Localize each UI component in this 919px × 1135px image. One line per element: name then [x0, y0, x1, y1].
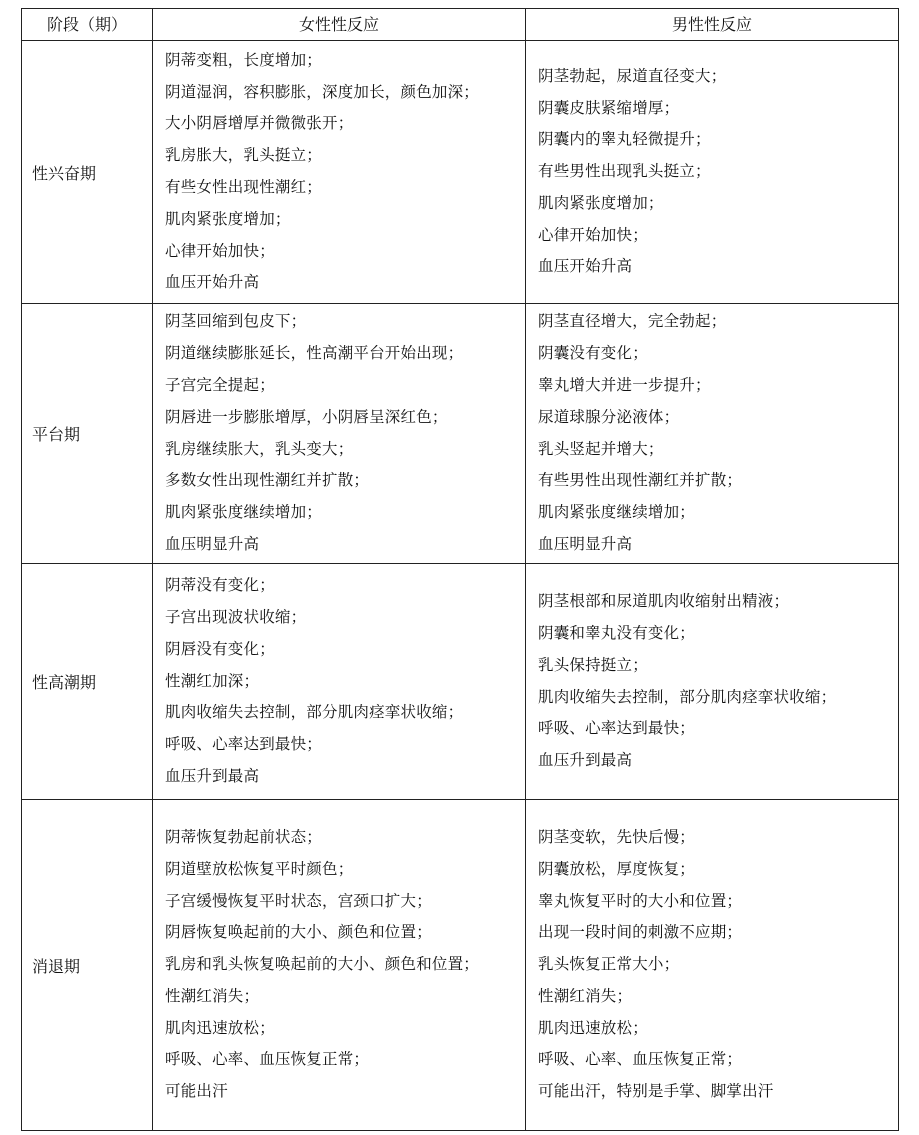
- female-response-cell: [153, 41, 526, 304]
- male-response-cell: [526, 304, 899, 564]
- table-row-excitement: [22, 41, 899, 304]
- female-response-cell: [153, 800, 526, 1131]
- list-item: 阴唇没有变化；: [165, 639, 275, 658]
- list-item: 性潮红消失；: [165, 986, 260, 1005]
- header-male: 男性性反应: [526, 9, 899, 41]
- list-item: 性潮红消失；: [538, 986, 633, 1005]
- male-response-cell: [526, 564, 899, 800]
- list-item: 阴茎根部和尿道肌肉收缩射出精液；: [538, 592, 790, 611]
- list-item: 肌肉收缩失去控制，部分肌肉痉挛状收缩；: [165, 703, 464, 722]
- list-item: 血压明显升高: [538, 534, 633, 553]
- list-item: 阴蒂变粗，长度增加；: [165, 50, 323, 69]
- list-item: 有些女性出现性潮红；: [165, 178, 323, 196]
- list-item: 乳房继续胀大，乳头变大；: [165, 439, 354, 458]
- list-item: 乳头保持挺立；: [538, 655, 648, 674]
- list-item: 呼吸、心率、血压恢复正常；: [165, 1050, 370, 1069]
- list-item: 心律开始加快；: [165, 241, 275, 260]
- list-item: 阴囊皮肤紧缩增厚；: [538, 98, 680, 117]
- list-item: 阴道湿润，容积膨胀，深度加长，颜色加深；: [165, 82, 480, 101]
- list-item: 阴囊内的睾丸轻微提升；: [538, 130, 711, 149]
- list-item: 有些男性出现性潮红并扩散；: [538, 471, 743, 490]
- list-item: 心律开始加快；: [538, 225, 648, 244]
- male-response-cell: [526, 800, 899, 1131]
- list-item: 肌肉紧张度继续增加；: [538, 503, 696, 522]
- list-item: 肌肉迅速放松；: [165, 1018, 275, 1037]
- table-row-resolution: [22, 800, 899, 1131]
- female-response-cell: [153, 564, 526, 800]
- list-item: 乳房胀大，乳头挺立；: [165, 146, 323, 165]
- list-item: 血压升到最高: [165, 766, 260, 785]
- list-item: 阴唇恢复唤起前的大小、颜色和位置；: [165, 923, 432, 942]
- list-item: 阴道继续膨胀延长，性高潮平台开始出现；: [165, 344, 464, 363]
- list-item: 阴蒂恢复勃起前状态；: [165, 827, 323, 846]
- list-item: 阴囊和睾丸没有变化；: [538, 623, 696, 642]
- stage-cell: 消退期: [22, 800, 153, 1131]
- list-item: 阴茎勃起，尿道直径变大；: [538, 66, 727, 85]
- list-item: 尿道球腺分泌液体；: [538, 407, 680, 426]
- list-item: 性潮红加深；: [165, 671, 260, 690]
- list-item: 有些男性出现乳头挺立；: [538, 162, 711, 181]
- list-item: 大小阴唇增厚并微微张开；: [165, 114, 354, 133]
- list-item: 血压开始升高: [538, 257, 633, 276]
- list-item: 乳头竖起并增大；: [538, 439, 664, 458]
- list-item: 呼吸、心率达到最快；: [538, 719, 696, 738]
- list-item: 肌肉紧张度增加；: [538, 193, 664, 212]
- list-item: 可能出汗: [165, 1082, 228, 1101]
- list-item: 可能出汗，特别是手掌、脚掌出汗: [538, 1082, 774, 1101]
- list-item: 睾丸恢复平时的大小和位置；: [538, 891, 743, 910]
- list-item: 阴茎直径增大，完全勃起；: [538, 312, 727, 331]
- list-item: 血压升到最高: [538, 751, 633, 770]
- header-row: [22, 9, 899, 41]
- list-item: 阴道壁放松恢复平时颜色；: [165, 859, 354, 878]
- list-item: 呼吸、心率达到最快；: [165, 735, 323, 754]
- stage-cell: 平台期: [22, 304, 153, 564]
- list-item: 睾丸增大并进一步提升；: [538, 375, 711, 394]
- list-item: 乳头恢复正常大小；: [538, 955, 680, 974]
- list-item: 子宫出现波状收缩；: [165, 608, 307, 626]
- list-item: 血压明显升高: [165, 534, 260, 553]
- list-item: 乳房和乳头恢复唤起前的大小、颜色和位置；: [165, 955, 480, 974]
- list-item: 阴茎变软，先快后慢；: [538, 827, 696, 846]
- sexual-response-table: [21, 8, 899, 1131]
- list-item: 肌肉紧张度增加；: [165, 209, 291, 228]
- list-item: 子宫缓慢恢复平时状态，宫颈口扩大；: [165, 891, 432, 910]
- female-response-cell: [153, 304, 526, 564]
- list-item: 阴唇进一步膨胀增厚，小阴唇呈深红色；: [165, 407, 448, 426]
- list-item: 肌肉紧张度继续增加；: [165, 503, 323, 522]
- stage-cell: 性兴奋期: [22, 41, 153, 304]
- header-female: 女性性反应: [153, 9, 526, 41]
- list-item: 阴茎回缩到包皮下；: [165, 312, 307, 331]
- header-stage: 阶段（期）: [22, 9, 153, 41]
- list-item: 呼吸、心率、血压恢复正常；: [538, 1050, 743, 1069]
- list-item: 阴囊没有变化；: [538, 344, 648, 363]
- table-row-orgasm: [22, 564, 899, 800]
- male-response-cell: [526, 41, 899, 304]
- list-item: 血压开始升高: [165, 273, 260, 292]
- list-item: 多数女性出现性潮红并扩散；: [165, 471, 370, 490]
- table-row-plateau: [22, 304, 899, 564]
- stage-cell: 性高潮期: [22, 564, 153, 800]
- list-item: 出现一段时间的刺激不应期；: [538, 923, 743, 942]
- list-item: 肌肉收缩失去控制，部分肌肉痉挛状收缩；: [538, 687, 837, 706]
- list-item: 阴囊放松，厚度恢复；: [538, 859, 696, 878]
- list-item: 肌肉迅速放松；: [538, 1018, 648, 1037]
- list-item: 阴蒂没有变化；: [165, 576, 275, 595]
- list-item: 子宫完全提起；: [165, 375, 275, 394]
